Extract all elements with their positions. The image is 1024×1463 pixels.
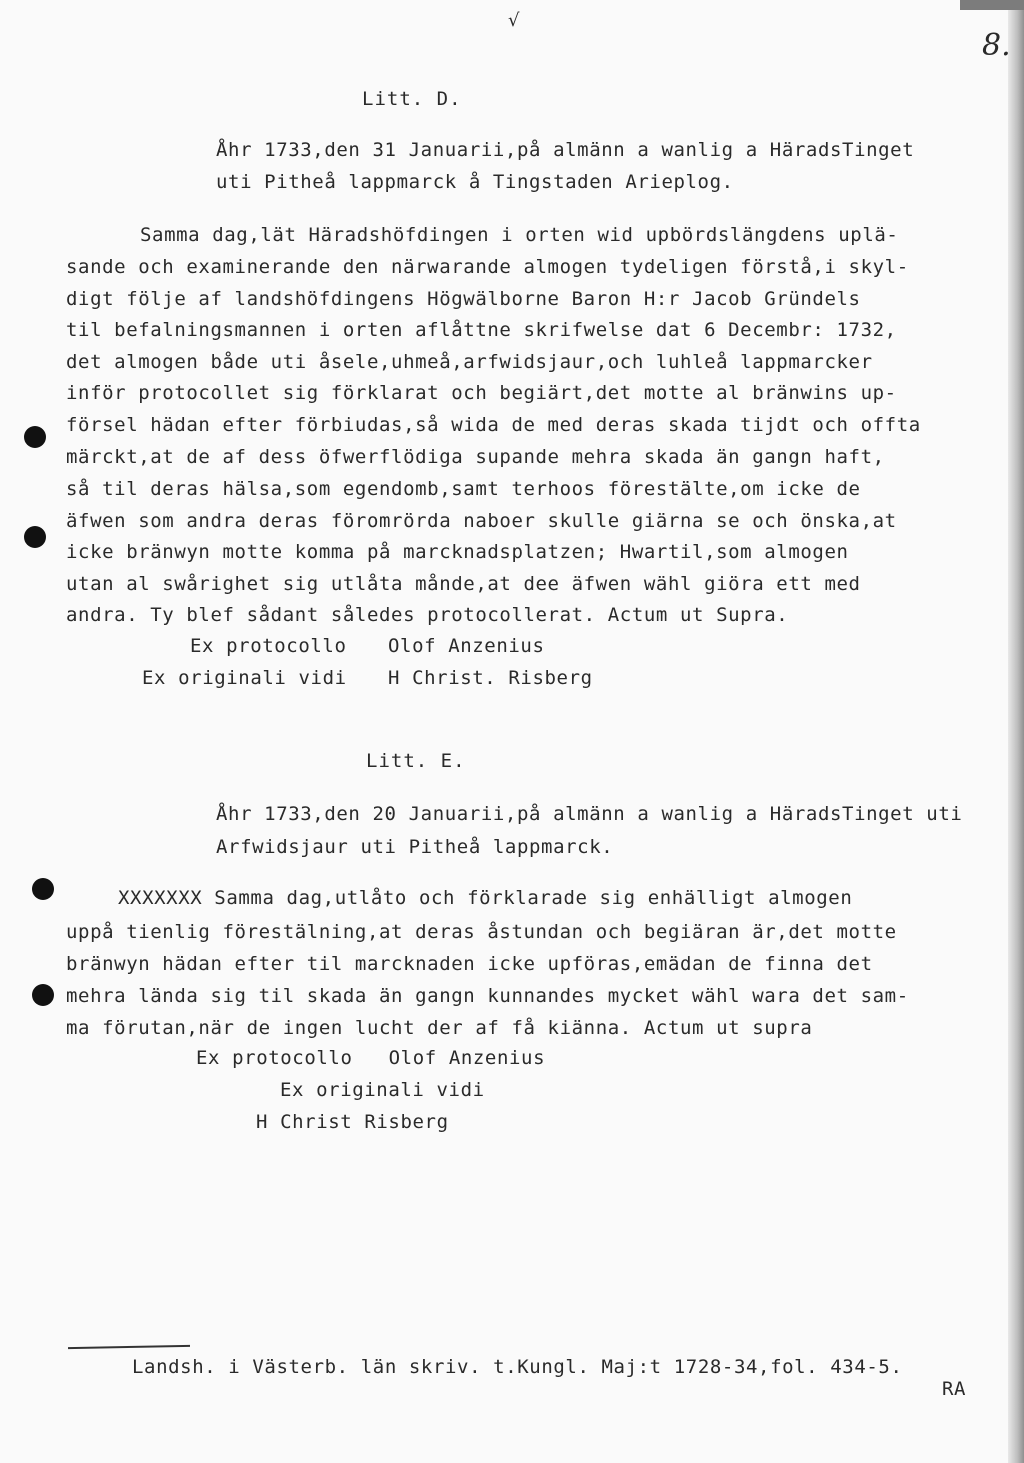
section-e-header-line: Arfwidsjaur uti Pitheå lappmarck. <box>216 836 614 858</box>
signature-name: Olof Anzenius <box>388 635 545 657</box>
signature-label: Ex originali vidi <box>142 667 347 689</box>
punch-hole <box>24 426 46 448</box>
signature-line: H Christ Risberg <box>256 1111 449 1133</box>
section-d-body-line: Samma dag,lät Häradshöfdingen i orten wid upbördslängdens uplä- <box>140 224 899 246</box>
section-e-body-line: bränwyn hädan efter til marcknaden icke upföras,emädan de finna det <box>66 953 873 975</box>
section-d-body-line: icke bränwyn motte komma på marcknadsplatzen; Hwartil,som almogen <box>66 541 849 563</box>
signature-line: Ex originali vidi <box>280 1079 485 1101</box>
archive-abbreviation: RA <box>942 1378 967 1400</box>
section-d-body-line: det almogen både uti åsele,uhmeå,arfwidsjaur,och luhleå lappmarcker <box>66 351 873 373</box>
section-d-body-line: märckt,at de af dess öfwerflödiga supande mehra skada än gangn haft, <box>66 446 885 468</box>
section-e-title: Litt. E. <box>366 750 466 772</box>
section-d-title: Litt. D. <box>362 88 462 110</box>
section-d-body-line: inför protocollet sig förklarat och begiärt,det motte al bränwins up- <box>66 382 897 404</box>
section-d-body-line: til befalningsmannen i orten aflåttne skrifwelse dat 6 Decembr: 1732, <box>66 319 897 341</box>
signature-line: Ex protocollo Olof Anzenius <box>196 1047 546 1069</box>
punch-hole <box>32 878 54 900</box>
section-d-body-line: digt följe af landshöfdingens Högwälborne Baron H:r Jacob Gründels <box>66 288 861 310</box>
section-d-body-line: utan al swårighet sig utlåta månde,at dee äfwen wähl giöra ett med <box>66 573 861 595</box>
section-e-body-line: XXXXXXX Samma dag,utlåto och förklarade sig enhälligt almogen <box>118 887 853 909</box>
signature-name: H Christ. Risberg <box>388 667 593 689</box>
punch-hole <box>24 526 46 548</box>
section-e-header-line: Åhr 1733,den 20 Januarii,på almänn a wanlig a HäradsTinget uti <box>216 803 963 825</box>
section-d-body-line: sande och examinerande den närwarande almogen tydeligen förstå,i skyl- <box>66 256 909 278</box>
page-number: 8. <box>982 28 1011 63</box>
section-d-body-line: andra. Ty blef sådant således protocollerat. Actum ut Supra. <box>66 604 789 626</box>
section-d-body-line: så til deras hälsa,som egendomb,samt terhoos förestälte,om icke de <box>66 478 861 500</box>
section-d-header-line: uti Pitheå lappmarck å Tingstaden Arieplog. <box>216 171 734 193</box>
page-corner-shadow <box>960 0 1024 10</box>
footnote-citation: Landsh. i Västerb. län skriv. t.Kungl. Maj:t 1728-34,fol. 434-5. <box>132 1356 903 1378</box>
signature-label: Ex protocollo <box>190 635 347 657</box>
section-e-body-line: ma förutan,när de ingen lucht der af få kiänna. Actum ut supra <box>66 1017 813 1039</box>
check-mark: √ <box>508 10 520 31</box>
section-d-body-line: äfwen som andra deras föromrörda naboer skulle giärna se och önska,at <box>66 510 897 532</box>
section-e-body-line: mehra lända sig til skada än gangn kunnandes mycket wähl wara det sam- <box>66 985 909 1007</box>
footnote-rule <box>68 1345 190 1349</box>
section-d-header-line: Åhr 1733,den 31 Januarii,på almänn a wanlig a HäradsTinget <box>216 139 915 161</box>
section-d-body-line: försel hädan efter förbiudas,så wida de med deras skada tijdt och offta <box>66 414 921 436</box>
section-e-body-line: uppå tienlig förestälning,at deras åstundan och begiäran är,det motte <box>66 921 897 943</box>
page-edge-shadow <box>1008 0 1024 1463</box>
punch-hole <box>32 984 54 1006</box>
